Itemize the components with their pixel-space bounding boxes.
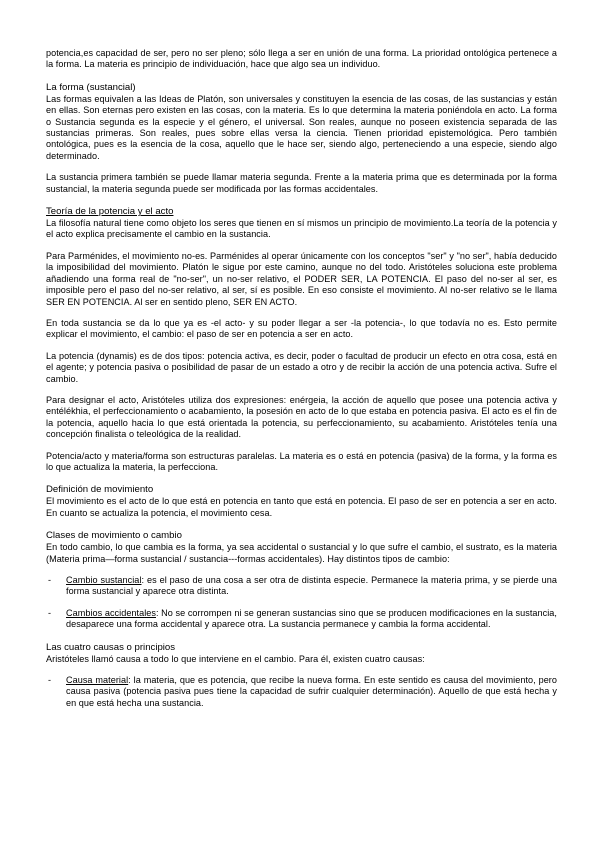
list-item-term: Cambio sustancial — [66, 575, 142, 585]
list-item-text: : la materia, que es potencia, que recibe la nueva forma. En este sentido es causa del movimiento, pero causa pasiva (potencia pasiva pues tiene la capacidad de sufrir cualquier determinación). Aquello de que está hecha y en que está hecha una sustancia. — [66, 675, 557, 708]
teoria-paragraph-2: Para Parménides, el movimiento no-es. Parménides al operar únicamente con los conceptos "ser" y "no ser", había deducido la imposibilidad del movimiento. Platón le sigue por este camino, aunque no del todo. Aristóteles soluciona este problema añadiendo una forma real de "no-ser", un no-ser relativo, el PODER SER, LA POTENCIA. El paso del no-ser al ser, es imposible pero el paso del no-ser relativo, al ser, sí es posible. En eso consiste el movimiento. Al no-ser relativo se le llama SER EN POTENCIA. Al ser en sentido pleno, SER EN ACTO. — [46, 250, 557, 307]
section-heading-teoria: Teoría de la potencia y el acto — [46, 206, 174, 218]
list-item — [46, 575, 557, 598]
list-item-term: Causa material — [66, 675, 129, 686]
list-dash: - — [48, 575, 52, 585]
forma-paragraph-2: La sustancia primera también se puede llamar materia segunda. Frente a la materia prima que es determinada por la forma sustancial, la materia segunda puede ser modificada por las formas accidentales. — [46, 172, 557, 194]
teoria-paragraph-6: Potencia/acto y materia/forma son estructuras paralelas. La materia es o está en potencia (pasiva) de la forma, y la forma es lo que actualiza la materia, la perfecciona. — [46, 450, 557, 472]
list-dash: - — [48, 675, 52, 686]
list-dash: - — [48, 607, 52, 618]
intro-paragraph: potencia,es capacidad de ser, pero no ser pleno; sólo llega a ser en unión de una forma. La prioridad ontológica pertenece a la forma. La materia es principio de individuación, hace que algo sea un individuo. — [46, 48, 557, 70]
section-heading-definicion: Definición de movimiento — [46, 484, 154, 496]
section-heading-causas: Las cuatro causas o principios — [46, 641, 176, 653]
causas-paragraph-1: Aristóteles llamó causa a todo lo que interviene en el cambio. Para él, existen cuatro causas: — [46, 653, 425, 664]
list-item-term: Cambios accidentales — [66, 607, 156, 618]
list-item — [46, 608, 557, 631]
teoria-paragraph-4: La potencia (dynamis) es de dos tipos: potencia activa, es decir, poder o facultad de producir un efecto en otra cosa, está en el agente; y potencia pasiva o posibilidad de pasar de un estado a otro y de recibir la acción de una potencia activa. Sufre el cambio. — [46, 350, 557, 384]
section-heading-clases: Clases de movimiento o cambio — [46, 530, 182, 542]
teoria-paragraph-1: La filosofía natural tiene como objeto los seres que tienen en sí mismos un principio de movimiento.La teoría de la potencia y el acto explica precisamente el cambio en la sustancia. — [46, 218, 557, 240]
document-page — [46, 48, 557, 709]
teoria-paragraph-3: En toda sustancia se da lo que ya es -el acto- y su poder llegar a ser -la potencia-, lo que todavía no es. Esto permite explicar el movimiento, el cambio: el paso de ser en potencia a ser en acto. — [46, 317, 557, 340]
list-item-text: : No se corrompen ni se generan sustancias sino que se producen modificaciones en la sustancia, desaparece una forma accidental y aparece otra. La sustancia permanece y cambia la forma accidental. — [66, 607, 557, 630]
list-item-text: : es el paso de una cosa a ser otra de distinta especie. Permanece la materia prima, y se pierde una forma sustancial y aparece otra distinta. — [66, 575, 557, 597]
section-heading-forma: La forma (sustancial) — [46, 81, 136, 93]
definicion-paragraph-1: El movimiento es el acto de lo que está en potencia en tanto que está en potencia. El paso de ser en potencia a ser en acto. En cuanto se actualiza la potencia, el movimiento cesa. — [46, 496, 557, 518]
teoria-paragraph-5: Para designar el acto, Aristóteles utiliza dos expresiones: enérgeia, la acción de aquello que posee una potencia activa y entélékhia, el perfeccionamiento o acabamiento, la posesión en acto de lo que estaba en potencia pasiva. El acto es el fin de la potencia, aquello hacia lo que está orientada la potencia, su perfeccionamiento, su acabamiento. Aristóteles tenía una concepción finalista o teleológica de la realidad. — [46, 394, 557, 440]
forma-paragraph-1: Las formas equivalen a las Ideas de Platón, son universales y constituyen la esencia de las cosas, de las sustancias y están en ellas. Son eternas pero existen en las cosas, con la materia. Es lo que determina la materia poniéndola en acto. La forma o Sustancia segunda es la especie y el género, el universal. Son reales, aunque no poseen existencia separada de las sustancias primeras. Son reales, pues sobre ellas versa la ciencia. Tienen prioridad epistemológica. Pero también ontológica, pues es la esencia de la cosa, aquello que le hace ser, siendo algo, perteneciendo a una especie, siendo algo determinado. — [46, 93, 557, 161]
list-item — [46, 675, 557, 709]
clases-paragraph-1: En todo cambio, lo que cambia es la forma, ya sea accidental o sustancial y lo que sufre el cambio, el sustrato, es la materia (Materia prima—forma sustancial / sustancia---formas accidentales). Hay distintos tipos de cambio: — [46, 542, 557, 564]
